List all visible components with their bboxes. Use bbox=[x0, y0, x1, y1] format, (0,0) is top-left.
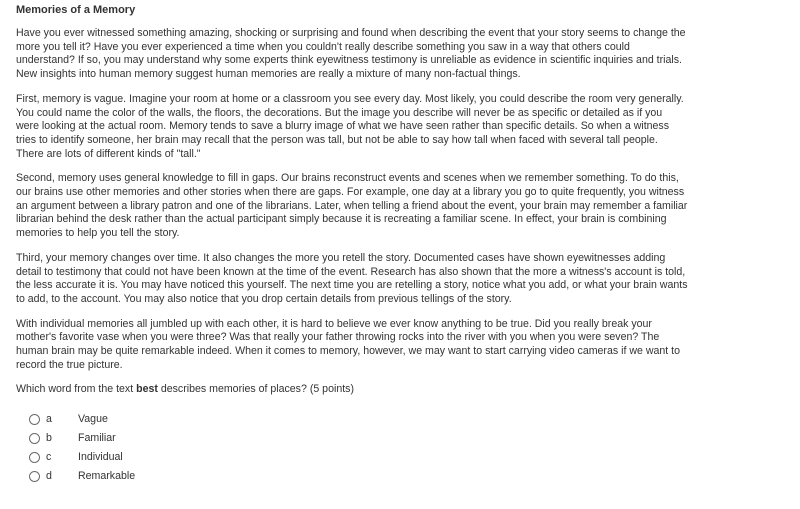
question-text-before: Which word from the text bbox=[16, 383, 137, 396]
passage-paragraph-4: Third, your memory changes over time. It also changes the more you retell the story. Documented cases have shown eyewitnesses adding detail to testimony that could not have been known at the time of the event. Research has also shown that the more a witness's account is told, the less accurate it is. You may have noticed this yourself. The next time you are retelling a story, notice what you add, or what your brain wants to add, to the account. You may also notice that you drop certain details from previous tellings of the story. bbox=[16, 251, 688, 305]
passage-title: Memories of a Memory bbox=[16, 4, 136, 16]
answer-option-d[interactable] bbox=[16, 468, 800, 487]
passage-paragraph-1: Have you ever witnessed something amazing, shocking or surprising and found when describing the event that your story seems to change the more you tell it? Have you ever experienced a time when you couldn't really describe something you saw in a way that others could understand? If so, you may understand why some experts think eyewitness testimony is unreliable as evidence in scientific inquiries and trials. New insights into human memory suggest human memories are really a mixture of many non-factual things. bbox=[16, 27, 686, 81]
question-prompt bbox=[16, 383, 800, 396]
option-text-d: Remarkable bbox=[78, 470, 136, 483]
passage-paragraph-5: With individual memories all jumbled up with each other, it is hard to believe we ever know anything to be true. Did you really break your mother's favorite vase when you were three? Was that really your father throwing rocks into the river with you when you were seven? The human brain may be quite remarkable indeed. When it comes to memory, however, we may want to start carrying video cameras if we want to record the true picture. bbox=[16, 317, 680, 371]
option-letter-c: c bbox=[46, 451, 52, 464]
passage bbox=[16, 27, 688, 372]
passage-paragraph-3: Second, memory uses general knowledge to fill in gaps. Our brains reconstruct events and scenes when we remember something. To do this, our brains use other memories and other stories when there are gaps. For example, one day at a library you go to quite frequently, you witness an argument between a library patron and one of the librarians. Later, when telling a friend about the event, your brain may remember a familiar librarian behind the desk rather than the actual participant simply because it is recreating a familiar scene. In effect, your brain is combining memories to help you tell the story. bbox=[16, 172, 688, 240]
answer-option-a[interactable] bbox=[16, 411, 800, 430]
option-letter-b: b bbox=[46, 432, 52, 445]
option-letter-d: d bbox=[46, 470, 52, 483]
option-text-c: Individual bbox=[78, 451, 123, 464]
answer-option-b[interactable] bbox=[16, 430, 800, 449]
answer-option-c[interactable] bbox=[16, 449, 800, 468]
radio-button-a[interactable] bbox=[29, 414, 40, 425]
passage-paragraph-2: First, memory is vague. Imagine your room at home or a classroom you see every day. Most likely, you could describe the room very generally. You could name the color of the walls, the floors, the decorations. But the image you describe will never be as specific or detailed as if you were looking at the actual room. Memory tends to save a blurry image of what we have seen rather than specific details. So when a witness tries to identify someone, her brain may recall that the person was tall, but not be able to say how tall when faced with several tall people. There are lots of different kinds of "tall." bbox=[16, 92, 684, 160]
radio-button-d[interactable] bbox=[29, 471, 40, 482]
option-text-a: Vague bbox=[78, 413, 108, 426]
answer-options bbox=[16, 411, 800, 487]
option-text-b: Familiar bbox=[78, 432, 116, 445]
option-letter-a: a bbox=[46, 413, 52, 426]
radio-button-c[interactable] bbox=[29, 452, 40, 463]
question-text-after: describes memories of places? (5 points) bbox=[157, 383, 354, 396]
radio-button-b[interactable] bbox=[29, 433, 40, 444]
question-emphasis: best bbox=[136, 383, 158, 396]
